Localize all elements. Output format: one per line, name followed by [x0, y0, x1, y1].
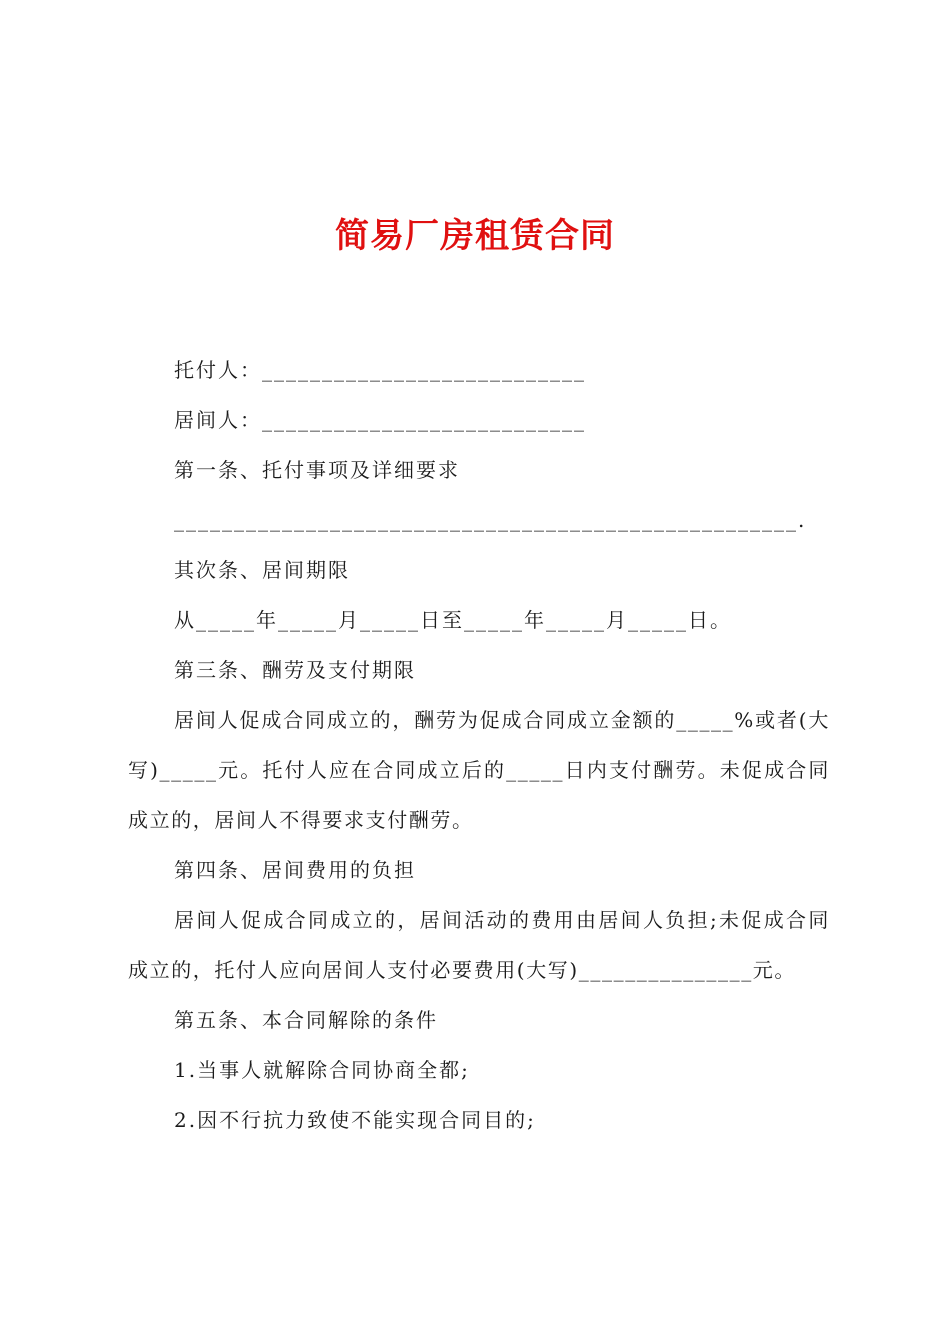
article-5-item-1: 1.当事人就解除合同协商全都; — [174, 1058, 470, 1082]
client-line: 托付人：___________________________ — [174, 358, 586, 382]
article-2-period: 从_____年_____月_____日至_____年_____月_____日。 — [174, 608, 732, 632]
article-4-text: 居间人促成合同成立的，居间活动的费用由居间人负担;未促成合同成立的，托付人应向居间人支付必要费用(大写)_______________元。 — [128, 908, 830, 982]
article-5-item-2: 2.因不行抗力致使不能实现合同目的; — [174, 1108, 536, 1132]
article-1-blank: ____________________________________________________. — [174, 508, 807, 532]
article-5-heading: 第五条、本合同解除的条件 — [174, 1008, 438, 1032]
document-body — [128, 345, 830, 1145]
document-title: 简易厂房租赁合同 — [335, 216, 615, 256]
article-1-heading: 第一条、托付事项及详细要求 — [174, 458, 460, 482]
broker-line: 居间人：___________________________ — [174, 408, 586, 432]
article-2-heading: 其次条、居间期限 — [174, 558, 350, 582]
article-4-heading: 第四条、居间费用的负担 — [174, 858, 416, 882]
article-3-heading: 第三条、酬劳及支付期限 — [174, 658, 416, 682]
article-3-text: 居间人促成合同成立的，酬劳为促成合同成立金额的_____%或者(大写)_____元。托付人应在合同成立后的_____日内支付酬劳。未促成合同成立的，居间人不得要求支付酬劳。 — [128, 708, 830, 832]
